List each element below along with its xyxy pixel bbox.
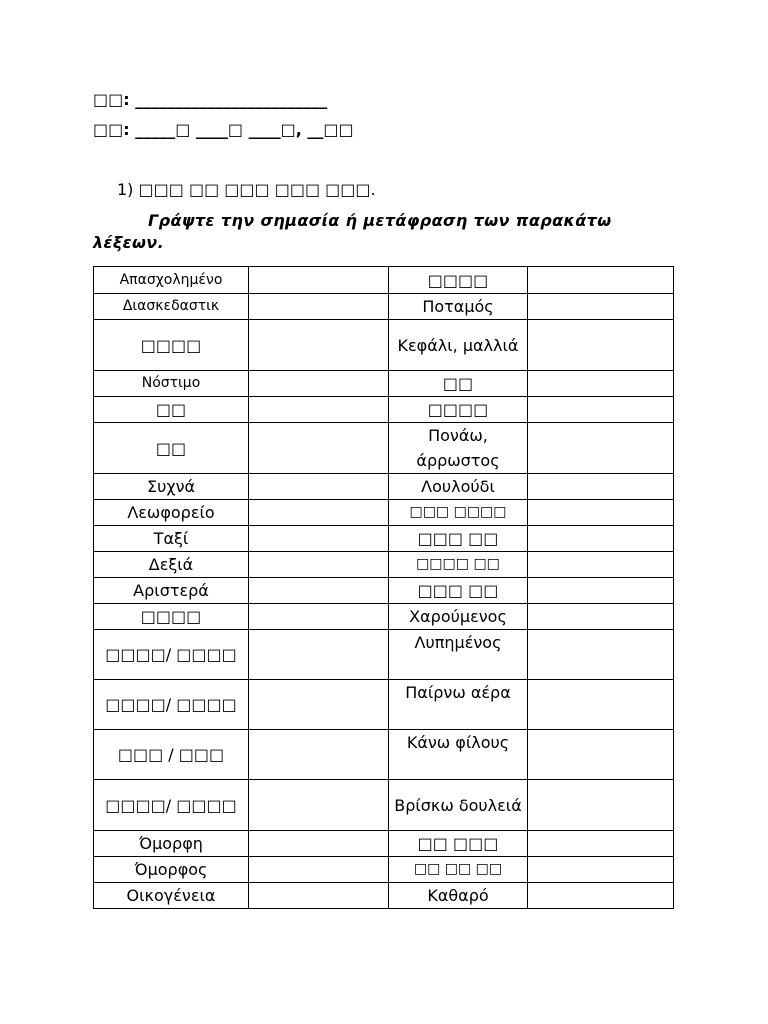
word-left: Όμορφος (94, 857, 249, 883)
answer-cell-left[interactable] (249, 831, 389, 857)
answer-cell-right[interactable] (528, 526, 674, 552)
answer-cell-right[interactable] (528, 780, 674, 831)
question-1 (117, 180, 376, 199)
word-right: Κάνω φίλους (389, 730, 528, 780)
answer-cell-right[interactable] (528, 397, 674, 423)
word-left: □□□□ (94, 604, 249, 630)
word-right: □□□ □□ (389, 526, 528, 552)
answer-cell-right[interactable] (528, 578, 674, 604)
answer-cell-left[interactable] (249, 552, 389, 578)
answer-cell-right[interactable] (528, 294, 674, 320)
answer-cell-left[interactable] (249, 857, 389, 883)
answer-cell-left[interactable] (249, 371, 389, 397)
word-left: Δεξιά (94, 552, 249, 578)
word-left: Όμορφη (94, 831, 249, 857)
word-left: □□□□/ □□□□ (94, 780, 249, 831)
answer-cell-right[interactable] (528, 730, 674, 780)
word-right: □□□□ (389, 397, 528, 423)
word-right: Βρίσκω δουλειά (389, 780, 528, 831)
answer-cell-left[interactable] (249, 630, 389, 680)
word-left: Λεωφορείο (94, 500, 249, 526)
word-right: Λουλούδι (389, 474, 528, 500)
answer-cell-right[interactable] (528, 500, 674, 526)
word-right: Παίρνω αέρα (389, 680, 528, 730)
instruction: Γράψτε την σημασία ή μετάφραση των παρακάτω λέξεων. (93, 211, 612, 252)
answer-cell-left[interactable] (249, 397, 389, 423)
word-right: □□ □□□ (389, 831, 528, 857)
word-left: Νόστιμο (94, 371, 249, 397)
word-right: Καθαρό (389, 883, 528, 909)
word-left: Αριστερά (94, 578, 249, 604)
word-left: Οικογένεια (94, 883, 249, 909)
word-right: □□ □□ □□ (389, 857, 528, 883)
answer-cell-left[interactable] (249, 294, 389, 320)
word-right: □□□□ (389, 267, 528, 294)
answer-cell-right[interactable] (528, 423, 674, 474)
answer-cell-left[interactable] (249, 883, 389, 909)
word-right: Κεφάλι, μαλλιά (389, 320, 528, 371)
answer-cell-right[interactable] (528, 604, 674, 630)
word-left: □□ (94, 423, 249, 474)
answer-cell-right[interactable] (528, 552, 674, 578)
answer-cell-right[interactable] (528, 857, 674, 883)
answer-cell-right[interactable] (528, 630, 674, 680)
word-right: Πονάω, άρρωστος (389, 423, 528, 474)
question-number: 1) (117, 180, 134, 199)
answer-cell-right[interactable] (528, 320, 674, 371)
answer-cell-right[interactable] (528, 883, 674, 909)
word-left: □□ (94, 397, 249, 423)
answer-cell-left[interactable] (249, 780, 389, 831)
date-line: □□: _____□ ____□ ____□, __□□ (93, 120, 354, 139)
answer-cell-left[interactable] (249, 680, 389, 730)
answer-cell-left[interactable] (249, 320, 389, 371)
answer-cell-left[interactable] (249, 730, 389, 780)
word-left: □□□□ (94, 320, 249, 371)
answer-cell-left[interactable] (249, 604, 389, 630)
answer-cell-left[interactable] (249, 267, 389, 294)
answer-cell-left[interactable] (249, 474, 389, 500)
name-line: □□: ________________________ (93, 90, 328, 109)
word-right: Λυπημένος (389, 630, 528, 680)
word-left: Συχνά (94, 474, 249, 500)
word-right: □□ (389, 371, 528, 397)
word-right: Ποταμός (389, 294, 528, 320)
word-right: Χαρούμενος (389, 604, 528, 630)
answer-cell-right[interactable] (528, 371, 674, 397)
word-right: □□□ □□ (389, 578, 528, 604)
answer-cell-left[interactable] (249, 578, 389, 604)
vocabulary-table (93, 266, 674, 909)
answer-cell-right[interactable] (528, 267, 674, 294)
answer-cell-left[interactable] (249, 500, 389, 526)
answer-cell-left[interactable] (249, 526, 389, 552)
answer-cell-right[interactable] (528, 474, 674, 500)
word-left: Απασχολημένο (94, 267, 249, 294)
word-left: Ταξί (94, 526, 249, 552)
answer-cell-right[interactable] (528, 831, 674, 857)
answer-cell-right[interactable] (528, 680, 674, 730)
word-right: □□□□ □□ (389, 552, 528, 578)
word-left: □□□□/ □□□□ (94, 630, 249, 680)
question-text: □□□ □□ □□□ □□□ □□□. (138, 180, 376, 199)
answer-cell-left[interactable] (249, 423, 389, 474)
word-left: □□□ / □□□ (94, 730, 249, 780)
word-left: Διασκεδαστικ (94, 294, 249, 320)
word-right: □□□ □□□□ (389, 500, 528, 526)
word-left: □□□□/ □□□□ (94, 680, 249, 730)
